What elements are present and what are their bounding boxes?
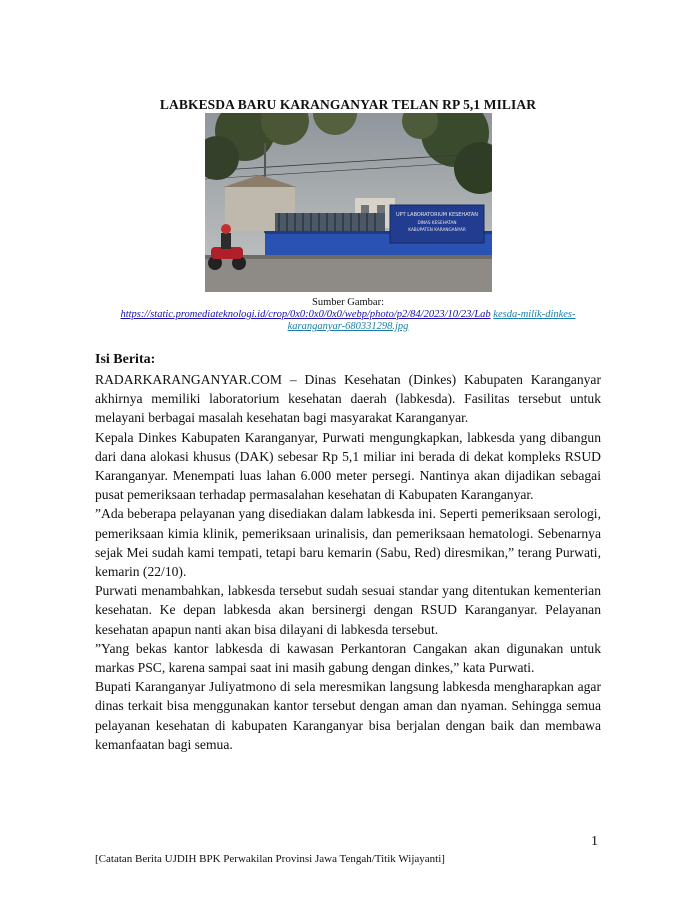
paragraph: Kepala Dinkes Kabupaten Karanganyar, Purwati mengungkapkan, labkesda yang dibangun dari dana alokasi khusus (DAK) sebesar Rp 5,1 miliar ini berada di dekat kompleks RSUD Karanganyar. Menempati luas lahan 6.000 meter persegi. Nantinya akan dijadikan sebagai pusat pemeriksaan terhadap permasalahan kesehatan di Kabupaten Karanganyar. [95, 429, 601, 503]
paragraph: Purwati menambahkan, labkesda tersebut sudah sesuai standar yang ditentukan kementerian kesehatan. Ke depan labkesda akan bersinergi dengan RSUD Karanganyar. Pelayanan kesehatan apapun nanti akan bisa dilayani di labkesda tersebut. [95, 583, 601, 637]
signboard [390, 205, 484, 243]
page-number: 1 [591, 834, 598, 849]
photo-caption [0, 297, 696, 333]
section-heading: Isi Berita: [95, 352, 156, 367]
article-title: LABKESDA BARU KARANGANYAR TELAN RP 5,1 MILIAR [159, 97, 537, 112]
page-footer: [Catatan Berita UJDIH BPK Perwakilan Provinsi Jawa Tengah/Titik Wijayanti] [95, 853, 445, 865]
paragraph: Bupati Karanganyar Juliyatmono di sela meresmikan langsung labkesda mengharapkan agar dinas terkait bisa menggunakan kantor tersebut dengan aman dan nyaman. Sehingga semua pelayanan kesehatan di kabupaten Karanganyar bisa berjalan dengan baik dan membawa kemanfaatan bagi semua. [95, 679, 601, 752]
paragraph: ”Yang bekas kantor labkesda di kawasan Perkantoran Cangakan akan digunakan untuk markas PSC, karena sampai saat ini masih gabung dengan dinkes,” kata Purwati. [95, 640, 601, 676]
paragraph: ”Ada beberapa pelayanan yang disediakan dalam labkesda ini. Seperti pemeriksaan serologi, pemeriksaan kimia klinik, pemeriksaan urinalisis, dan pemeriksaan hematologi. Sebenarnya sejak Mei sudah kami tempati, tetapi baru kemarin (Sabu, Red) diresmikan,” terang Purwati, kemarin (22/10). [95, 506, 601, 580]
sign-line-1: UPT LABORATORIUM KESEHATAN [395, 212, 479, 218]
paragraph: RADARKARANGANYAR.COM – Dinas Kesehatan (Dinkes) Kabupaten Karanganyar akhirnya memiliki laboratorium kesehatan daerah (labkesda). Fasilitas tersebut untuk melayani berbagai masalah kesehatan bagi masyarakat Karanganyar. [95, 372, 601, 426]
sign-line-3: KABUPATEN KARANGANYAR [408, 227, 466, 232]
article-body [95, 370, 601, 754]
source-label: Sumber Gambar: [311, 297, 385, 308]
source-link-part2[interactable]: kesda-milik-dinkes- [493, 309, 576, 320]
sign-line-2: DINAS KESEHATAN [417, 220, 457, 225]
source-link-part1[interactable]: https://static.promediateknologi.id/crop/0x0:0x0/0x0/webp/photo/p2/84/2023/10/23/Lab [120, 309, 491, 320]
news-photo [205, 113, 492, 292]
source-link-part3[interactable]: karanganyar-680331298.jpg [287, 321, 409, 332]
